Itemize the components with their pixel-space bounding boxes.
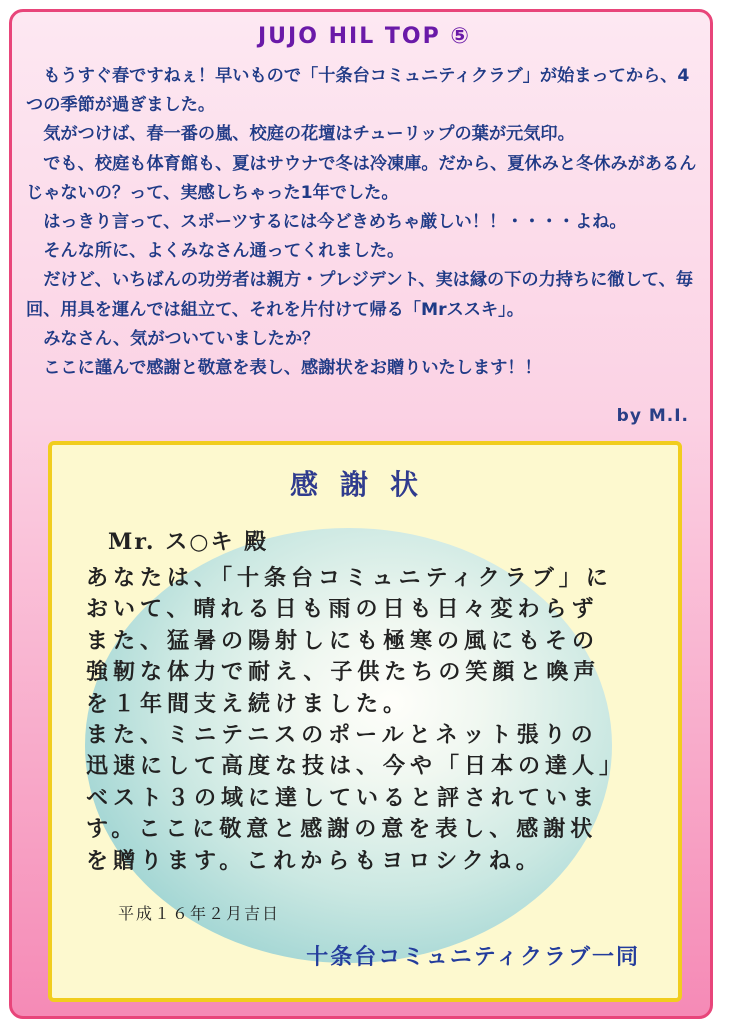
message-paragraph: みなさん、気がついていましたか？: [43, 328, 320, 349]
message-paragraph: でも、校庭も体育館も、夏はサウナで冬は冷凍庫。だから、夏休みと冬休みがあるんじゃないの？って、実感しちゃった1年でした。: [26, 153, 697, 203]
certificate-body: あなたは、「十条台コミュニティクラブ」に おいて、晴れる日も雨の日も日々変わらず また、猛暑の陽射しにも極寒の風にもその 強靭な体力で耐え、子供たちの笑顔と喚声 を１年間支え続けました。 また、ミニテニスのポールとネット張りの 迅速にして高度な技は、今や「日本の達人」 ベスト３の域に達していると評されていま す。ここに敬意と感謝の意を表し、感謝状 を贈ります。これからもヨロシクね。: [86, 565, 627, 874]
newsletter-title: JUJO HIL TOP ⑤: [258, 24, 471, 49]
certificate-recipient: Mr. ス○キ 殿: [108, 529, 269, 555]
certificate-title: 感謝状: [289, 468, 440, 501]
message-paragraph: だけど、いちばんの功労者は親方・プレジデント、実は縁の下の力持ちに徹して、毎回、用具を運んでは組立て、それを片付けて帰る「Mrススキ」。: [26, 270, 693, 320]
message-body: [26, 62, 706, 383]
certificate: [48, 441, 682, 1002]
certificate-signature: 十条台コミュニティクラブ一同: [306, 944, 640, 970]
message-paragraph: もうすぐ春ですねぇ！早いもので「十条台コミュニティクラブ」が始まってから、4つの季節が過ぎました。: [26, 66, 690, 116]
certificate-date: 平成１６年２月吉日: [118, 904, 281, 923]
byline: by M.I.: [616, 406, 689, 426]
message-paragraph: はっきり言って、スポーツするには今どきめちゃ厳しい！！・・・・よね。: [43, 212, 627, 233]
message-paragraph: そんな所に、よくみなさん通ってくれました。: [43, 241, 405, 262]
message-paragraph: 気がつけば、春一番の嵐、校庭の花壇はチューリップの葉が元気印。: [43, 124, 575, 145]
message-paragraph: ここに謹んで感謝と敬意を表し、感謝状をお贈りいたします！！: [43, 358, 542, 379]
